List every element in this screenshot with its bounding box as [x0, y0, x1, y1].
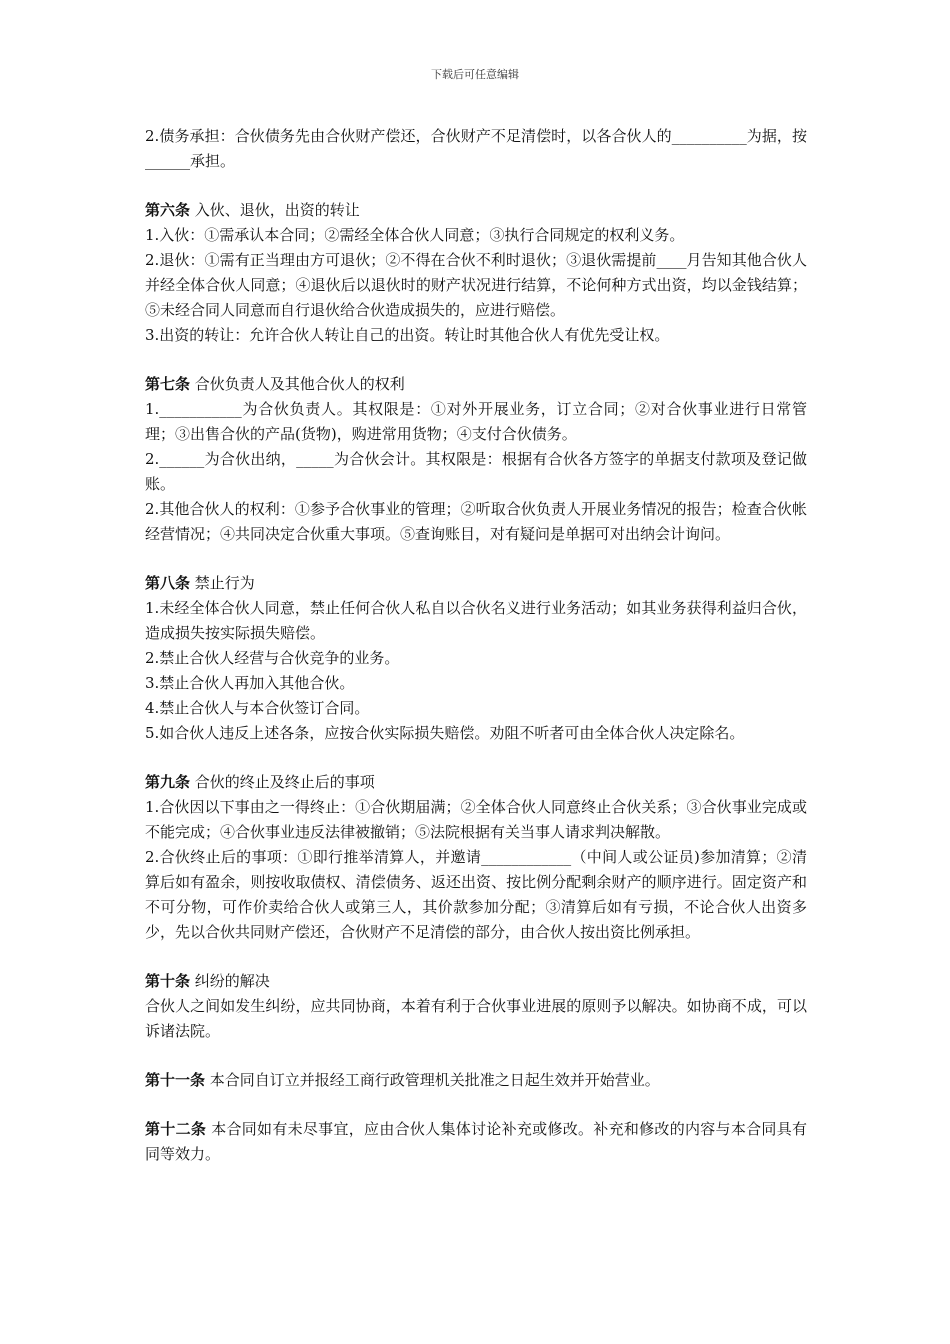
- paragraph-text: 合伙负责人及其他合伙人的权利: [190, 375, 405, 393]
- article-heading: [145, 969, 807, 994]
- paragraph-text: 2.合伙终止后的事项：①即行推举清算人，并邀请____________（中间人或公证员)参加清算；②清算后如有盈余，则按收取债权、清偿债务、返还出资、按比例分配剩余财产的顺序进行。固定资产和不可分物，可作价卖给合伙人或第三人，其价款参加分配；③清算后如有亏损，不论合伙人出资多少，先以合伙共同财产偿还，合伙财产不足清偿的部分，由合伙人按出资比例承担。: [145, 848, 807, 941]
- article-heading: [145, 770, 807, 795]
- paragraph-text: 1.未经全体合伙人同意，禁止任何合伙人私自以合伙名义进行业务活动；如其业务获得利益归合伙，造成损失按实际损失赔偿。: [145, 599, 807, 642]
- article-number: 第八条: [145, 574, 191, 592]
- paragraph: [145, 671, 807, 696]
- paragraph: [145, 994, 807, 1044]
- paragraph-text: 合伙的终止及终止后的事项: [190, 773, 375, 791]
- paragraph-text: 2.退伙：①需有正当理由方可退伙；②不得在合伙不利时退伙；③退伙需提前____月告知其他合伙人并经全体合伙人同意；④退伙后以退伙时的财产状况进行结算，不论何种方式出资，均以金钱结算；⑤未经合同人同意而自行退伙给合伙造成损失的，应进行赔偿。: [145, 251, 807, 319]
- article-heading: [145, 198, 807, 223]
- paragraph: [145, 845, 807, 945]
- paragraph-text: 纠纷的解决: [190, 972, 270, 990]
- paragraph: [145, 397, 807, 447]
- article-number: 第十一条: [145, 1071, 206, 1089]
- document-body: [145, 124, 807, 1167]
- paragraph: [145, 596, 807, 646]
- article-heading: [145, 571, 807, 596]
- article-heading: [145, 372, 807, 397]
- paragraph-spacer: [145, 1093, 807, 1117]
- paragraph: [145, 323, 807, 348]
- article-number: 第十条: [145, 972, 191, 990]
- paragraph-text: 2.______为合伙出纳，_____为合伙会计。其权限是：根据有合伙各方签字的单据支付款项及登记做账。: [145, 450, 807, 493]
- article-heading: [145, 1068, 807, 1093]
- paragraph-text: 3.出资的转让：允许合伙人转让自己的出资。转让时其他合伙人有优先受让权。: [145, 326, 670, 344]
- article-number: 第十二条: [145, 1120, 207, 1138]
- article-number: 第六条: [145, 201, 191, 219]
- paragraph: [145, 795, 807, 845]
- paragraph-spacer: [145, 1044, 807, 1068]
- paragraph-spacer: [145, 174, 807, 198]
- paragraph-spacer: [145, 746, 807, 770]
- paragraph-text: 本合同自订立并报经工商行政管理机关批准之日起生效并开始营业。: [205, 1071, 660, 1089]
- paragraph-text: 本合同如有未尽事宜，应由合伙人集体讨论补充或修改。补充和修改的内容与本合同具有同等效力。: [145, 1120, 807, 1163]
- paragraph: [145, 248, 807, 323]
- paragraph-text: 1.___________为合伙负责人。其权限是：①对外开展业务，订立合同；②对合伙事业进行日常管理；③出售合伙的产品(货物)，购进常用货物；④支付合伙债务。: [145, 400, 807, 443]
- paragraph-text: 2.禁止合伙人经营与合伙竞争的业务。: [145, 649, 400, 667]
- paragraph-text: 1.合伙因以下事由之一得终止：①合伙期届满；②全体合伙人同意终止合伙关系；③合伙事业完成或不能完成；④合伙事业违反法律被撤销；⑤法院根据有关当事人请求判决解散。: [145, 798, 807, 841]
- paragraph-text: 5.如合伙人违反上述各条，应按合伙实际损失赔偿。劝阻不听者可由全体合伙人决定除名。: [145, 724, 745, 742]
- article-heading: [145, 1117, 807, 1167]
- paragraph-spacer: [145, 945, 807, 969]
- paragraph-text: 2.其他合伙人的权利：①参予合伙事业的管理；②听取合伙负责人开展业务情况的报告；检查合伙帐经营情况；④共同决定合伙重大事项。⑤查询账目，对有疑问是单据可对出纳会计询问。: [145, 500, 807, 543]
- paragraph-text: 禁止行为: [190, 574, 255, 592]
- paragraph: [145, 721, 807, 746]
- paragraph-text: 2.债务承担：合伙债务先由合伙财产偿还，合伙财产不足清偿时，以各合伙人的__________为据，按______承担。: [145, 127, 807, 170]
- paragraph: [145, 497, 807, 547]
- paragraph: [145, 447, 807, 497]
- paragraph-text: 合伙人之间如发生纠纷，应共同协商，本着有利于合伙事业进展的原则予以解决。如协商不成，可以诉诸法院。: [145, 997, 807, 1040]
- paragraph-spacer: [145, 547, 807, 571]
- paragraph: [145, 124, 807, 174]
- page-header: 下载后可任意编辑: [431, 68, 519, 81]
- paragraph: [145, 223, 807, 248]
- article-number: 第七条: [145, 375, 191, 393]
- paragraph-text: 3.禁止合伙人再加入其他合伙。: [145, 674, 355, 692]
- paragraph: [145, 696, 807, 721]
- paragraph-spacer: [145, 348, 807, 372]
- paragraph-text: 4.禁止合伙人与本合伙签订合同。: [145, 699, 370, 717]
- paragraph-text: 1.入伙：①需承认本合同；②需经全体合伙人同意；③执行合同规定的权利义务。: [145, 226, 685, 244]
- article-number: 第九条: [145, 773, 191, 791]
- paragraph: [145, 646, 807, 671]
- paragraph-text: 入伙、退伙，出资的转让: [190, 201, 360, 219]
